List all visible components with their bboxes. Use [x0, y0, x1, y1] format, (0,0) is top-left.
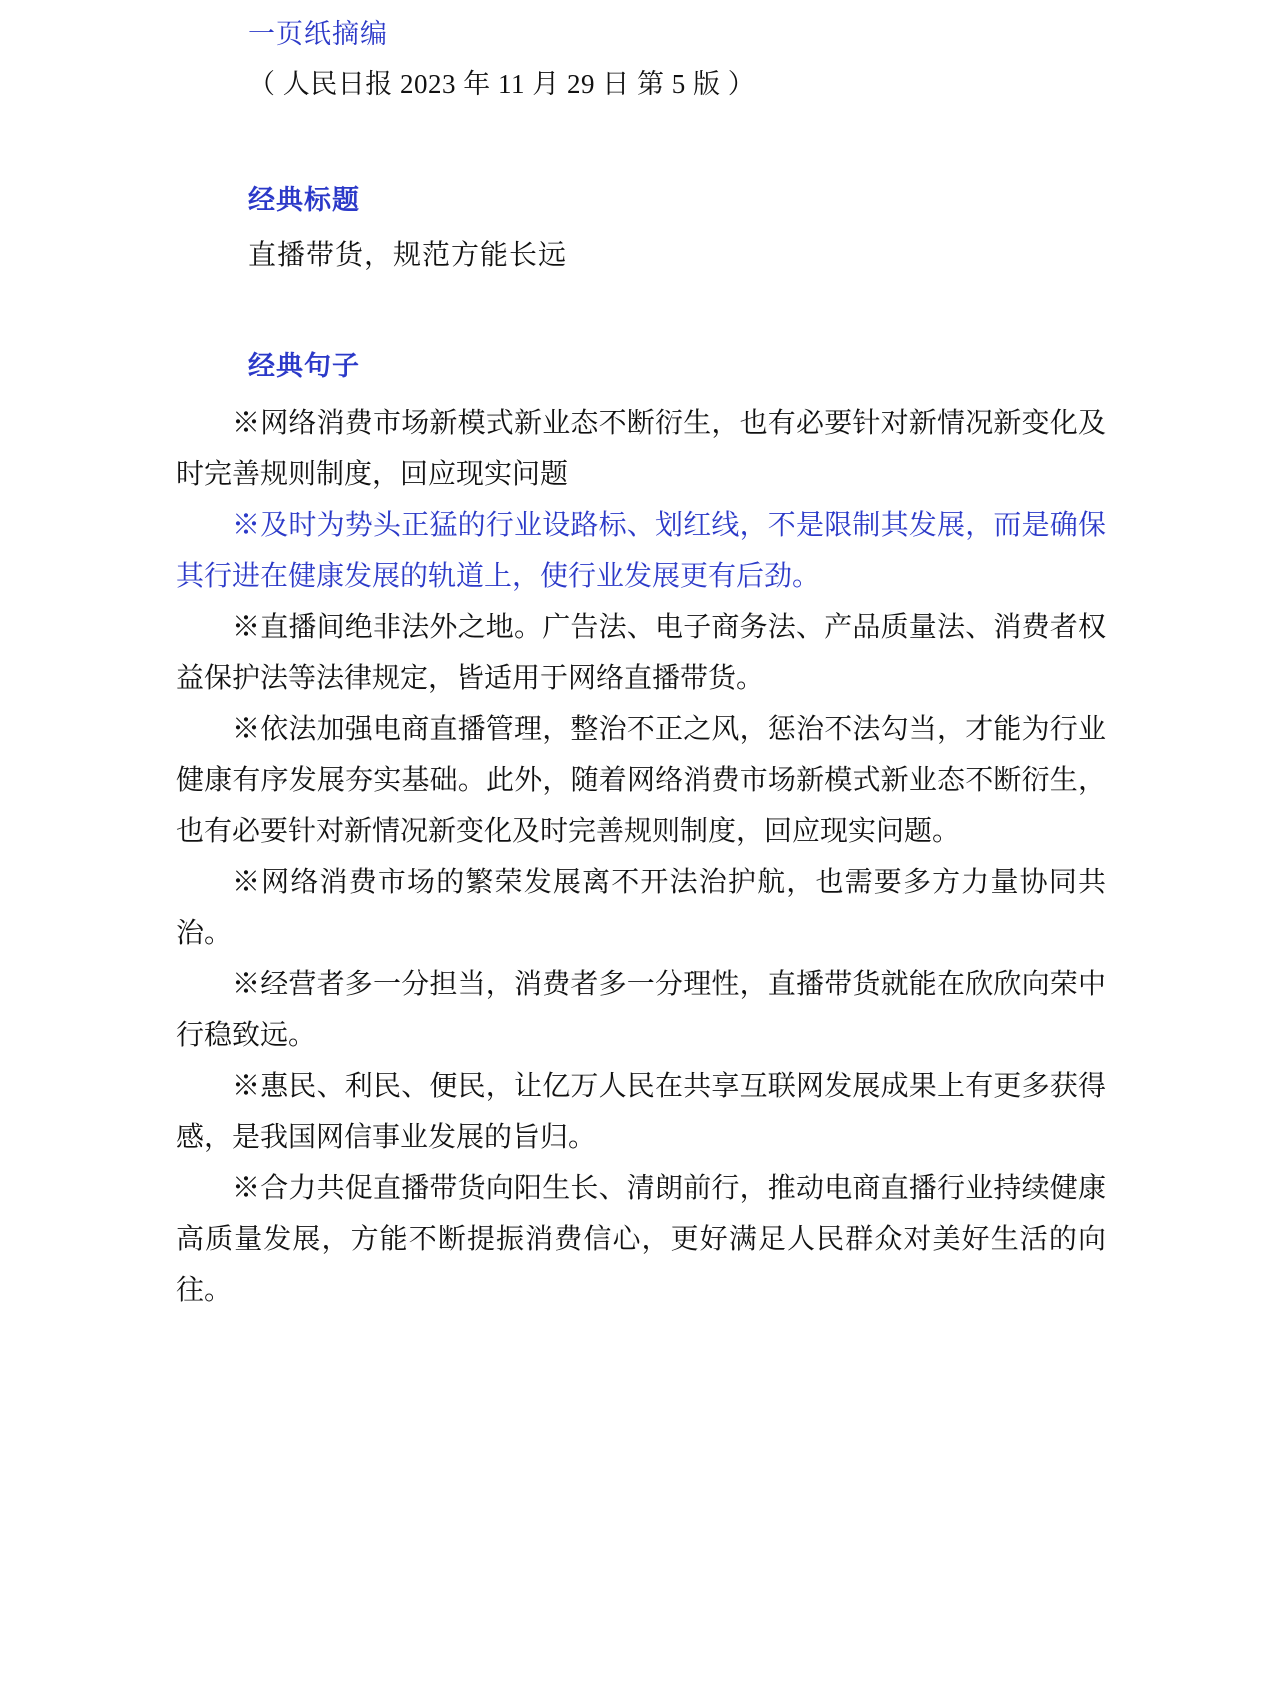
page-title: 一页纸摘编: [248, 19, 388, 49]
paragraph-highlighted: ※及时为势头正猛的行业设路标、划红线，不是限制其发展，而是确保其行进在健康发展的轨道上，使行业发展更有后劲。: [176, 510, 1106, 592]
paragraph: ※网络消费市场的繁荣发展离不开法治护航，也需要多方力量协同共治。: [176, 867, 1106, 949]
document-source-line: （ 人民日报 2023 年 11 月 29 日 第 5 版 ）: [248, 69, 756, 99]
paragraph: ※依法加强电商直播管理，整治不正之风，惩治不法勾当，才能为行业健康有序发展夯实基础。此外，随着网络消费市场新模式新业态不断衍生，也有必要针对新情况新变化及时完善规则制度，回应现实问题。: [176, 714, 1106, 847]
paragraph: ※经营者多一分担当，消费者多一分理性，直播带货就能在欣欣向荣中行稳致远。: [176, 969, 1106, 1051]
classic-sentences-body: [176, 398, 1106, 1316]
paragraph: ※合力共促直播带货向阳生长、清朗前行，推动电商直播行业持续健康高质量发展，方能不断提振消费信心，更好满足人民群众对美好生活的向往。: [176, 1173, 1106, 1306]
paragraph: ※惠民、利民、便民，让亿万人民在共享互联网发展成果上有更多获得感，是我国网信事业发展的旨归。: [176, 1071, 1106, 1153]
classic-title-text: 直播带货，规范方能长远: [248, 240, 568, 271]
paragraph: ※直播间绝非法外之地。广告法、电子商务法、产品质量法、消费者权益保护法等法律规定，皆适用于网络直播带货。: [176, 612, 1106, 694]
section-heading-classic-title: 经典标题: [248, 185, 360, 215]
section-heading-classic-sentences: 经典句子: [248, 351, 360, 381]
paragraph: ※网络消费市场新模式新业态不断衍生，也有必要针对新情况新变化及时完善规则制度，回应现实问题: [176, 408, 1106, 490]
